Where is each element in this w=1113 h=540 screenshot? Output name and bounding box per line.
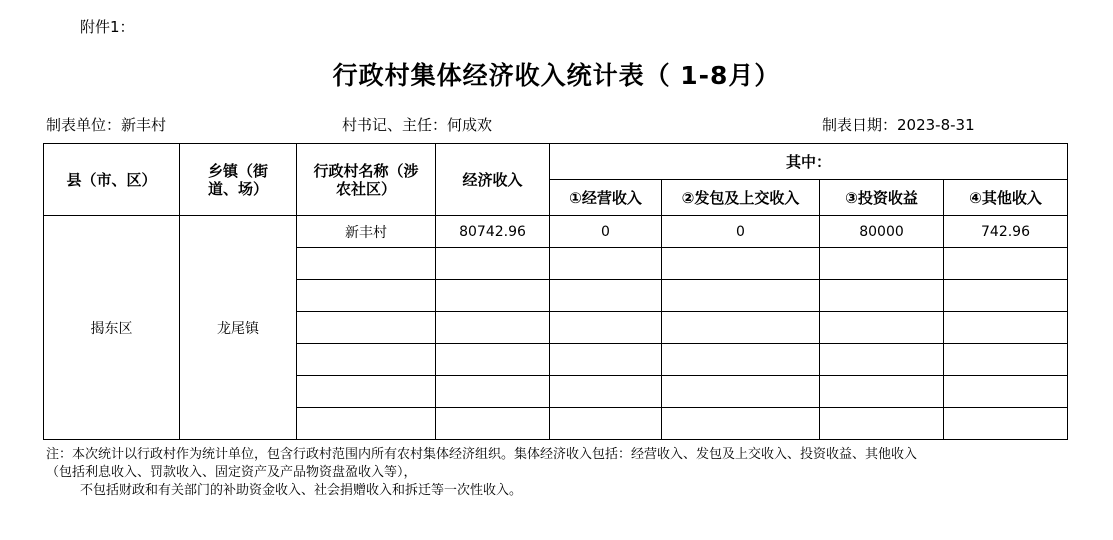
contract-cell bbox=[662, 312, 820, 344]
footnote-line-2: （包括利息收入、罚款收入、固定资产及产品物资盘盈收入等）， bbox=[46, 465, 417, 480]
contract-cell: 0 bbox=[662, 216, 820, 248]
other-cell bbox=[944, 376, 1068, 408]
investment-cell bbox=[820, 280, 944, 312]
village-cell bbox=[297, 248, 436, 280]
other-cell bbox=[944, 312, 1068, 344]
operating-cell bbox=[550, 344, 662, 376]
header-other-income: ④其他收入 bbox=[944, 180, 1068, 216]
header-operating-income: ①经营收入 bbox=[550, 180, 662, 216]
footnotes bbox=[46, 446, 917, 500]
income-cell bbox=[436, 312, 550, 344]
income-statistics-table bbox=[43, 143, 1068, 440]
prepared-date: 制表日期：2023-8-31 bbox=[822, 116, 975, 134]
income-cell bbox=[436, 408, 550, 440]
village-secretary: 村书记、主任：何成欢 bbox=[342, 116, 493, 134]
header-contract-income: ②发包及上交收入 bbox=[662, 180, 820, 216]
other-cell bbox=[944, 248, 1068, 280]
income-cell bbox=[436, 344, 550, 376]
operating-cell bbox=[550, 376, 662, 408]
contract-cell bbox=[662, 280, 820, 312]
village-cell bbox=[297, 312, 436, 344]
investment-cell bbox=[820, 344, 944, 376]
investment-cell bbox=[820, 312, 944, 344]
header-investment-income: ③投资收益 bbox=[820, 180, 944, 216]
village-cell: 新丰村 bbox=[297, 216, 436, 248]
investment-cell bbox=[820, 248, 944, 280]
contract-cell bbox=[662, 376, 820, 408]
prepared-by-unit: 制表单位：新丰村 bbox=[46, 116, 167, 134]
other-cell: 742.96 bbox=[944, 216, 1068, 248]
attachment-label: 附件1： bbox=[80, 18, 135, 36]
table-row bbox=[44, 216, 1068, 248]
page-title: 行政村集体经济收入统计表（ 1-8月） bbox=[332, 61, 781, 90]
footnote-line-1: 注：本次统计以行政村作为统计单位，包含行政村范围内所有农村集体经济组织。集体经济收入包括：经营收入、发包及上交收入、投资收益、其他收入 bbox=[46, 447, 918, 462]
contract-cell bbox=[662, 248, 820, 280]
village-cell bbox=[297, 376, 436, 408]
county-cell: 揭东区 bbox=[44, 216, 180, 440]
income-cell bbox=[436, 280, 550, 312]
header-of-which: 其中： bbox=[550, 144, 1068, 180]
village-cell bbox=[297, 344, 436, 376]
town-cell: 龙尾镇 bbox=[180, 216, 297, 440]
investment-cell bbox=[820, 408, 944, 440]
other-cell bbox=[944, 408, 1068, 440]
footnote-line-3: 不包括财政和有关部门的补助资金收入、社会捐赠收入和拆迁等一次性收入。 bbox=[80, 483, 523, 498]
income-cell bbox=[436, 248, 550, 280]
village-cell bbox=[297, 280, 436, 312]
operating-cell bbox=[550, 312, 662, 344]
other-cell bbox=[944, 344, 1068, 376]
village-cell bbox=[297, 408, 436, 440]
investment-cell bbox=[820, 376, 944, 408]
operating-cell bbox=[550, 280, 662, 312]
investment-cell: 80000 bbox=[820, 216, 944, 248]
contract-cell bbox=[662, 344, 820, 376]
operating-cell bbox=[550, 248, 662, 280]
contract-cell bbox=[662, 408, 820, 440]
header-town: 乡镇（街道、场） bbox=[180, 144, 297, 216]
income-cell bbox=[436, 376, 550, 408]
operating-cell bbox=[550, 408, 662, 440]
header-village-name: 行政村名称（涉农社区） bbox=[297, 144, 436, 216]
other-cell bbox=[944, 280, 1068, 312]
header-economic-income: 经济收入 bbox=[436, 144, 550, 216]
operating-cell: 0 bbox=[550, 216, 662, 248]
header-county: 县（市、区） bbox=[44, 144, 180, 216]
income-cell: 80742.96 bbox=[436, 216, 550, 248]
